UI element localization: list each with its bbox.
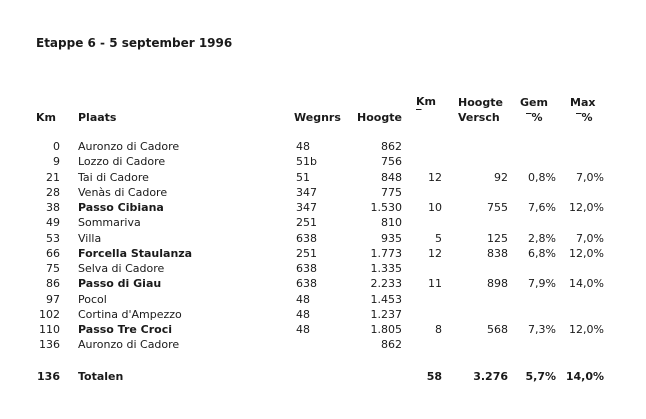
row-hoogte-versch: 568 <box>487 323 508 336</box>
row-plaats: Venàs di Cadore <box>78 186 168 199</box>
row-gem: 6,8% <box>528 247 556 260</box>
row-hoogte: 775 <box>381 186 402 199</box>
header-max-bottom: ‾% <box>576 111 593 124</box>
header-gem-bottom: ‾% <box>526 111 543 124</box>
row-segment-km: 12 <box>428 171 442 184</box>
row-plaats: Passo Tre Croci <box>78 323 173 336</box>
row-km: 86 <box>46 277 60 290</box>
row-max: 12,0% <box>569 247 604 260</box>
row-gem: 7,3% <box>528 323 556 336</box>
row-hoogte: 810 <box>381 216 402 229</box>
row-km: 97 <box>46 293 60 306</box>
row-gem: 7,6% <box>528 201 556 214</box>
totals-hoogte-versch: 3.276 <box>473 370 508 383</box>
row-segment-km: 12 <box>428 247 442 260</box>
header-km: Km <box>36 111 56 124</box>
row-hoogte-versch: 92 <box>494 171 508 184</box>
totals-km: 136 <box>37 370 60 383</box>
row-plaats: Auronzo di Cadore <box>78 338 180 351</box>
row-hoogte-versch: 125 <box>487 232 508 245</box>
row-wegnr: 638 <box>296 277 317 290</box>
row-gem: 0,8% <box>528 171 556 184</box>
row-plaats: Cortina d'Ampezzo <box>78 308 182 321</box>
row-hoogte-versch: 755 <box>487 201 508 214</box>
row-hoogte: 935 <box>381 232 402 245</box>
header-plaats: Plaats <box>78 111 117 124</box>
row-km: 136 <box>39 338 60 351</box>
header-km-segment-mark: ‾ <box>416 107 422 120</box>
row-km: 38 <box>46 201 60 214</box>
row-km: 66 <box>46 247 60 260</box>
row-segment-km: 10 <box>428 201 442 214</box>
row-plaats: Tai di Cadore <box>78 171 149 184</box>
row-wegnr: 48 <box>296 308 310 321</box>
row-wegnr: 51b <box>296 155 317 168</box>
row-gem: 7,9% <box>528 277 556 290</box>
header-gem <box>520 95 548 125</box>
row-hoogte-versch: 898 <box>487 277 508 290</box>
row-km: 75 <box>46 262 60 275</box>
header-versch-bottom: Versch <box>458 111 500 124</box>
row-max: 12,0% <box>569 201 604 214</box>
row-wegnr: 48 <box>296 293 310 306</box>
row-wegnr: 347 <box>296 186 317 199</box>
header-gem-top: Gem <box>520 96 548 109</box>
totals-segment-km: 58 <box>426 370 442 383</box>
row-plaats: Lozzo di Cadore <box>78 155 166 168</box>
row-max: 12,0% <box>569 323 604 336</box>
header-max <box>570 95 595 125</box>
row-hoogte: 1.530 <box>370 201 402 214</box>
header-km-segment <box>416 94 436 119</box>
row-km: 110 <box>39 323 60 336</box>
row-hoogte: 862 <box>381 140 402 153</box>
row-hoogte: 848 <box>381 171 402 184</box>
row-hoogte: 1.335 <box>370 262 402 275</box>
row-km: 9 <box>53 155 60 168</box>
row-wegnr: 638 <box>296 232 317 245</box>
etappe-title: Etappe 6 - 5 september 1996 <box>36 36 233 50</box>
row-plaats: Forcella Staulanza <box>78 247 193 260</box>
row-max: 7,0% <box>576 232 604 245</box>
row-plaats: Passo di Giau <box>78 277 162 290</box>
row-max: 7,0% <box>576 171 604 184</box>
row-plaats: Pocol <box>78 293 107 306</box>
row-hoogte: 1.773 <box>370 247 402 260</box>
row-plaats: Sommariva <box>78 216 141 229</box>
header-hoogte: Hoogte <box>357 111 402 124</box>
row-wegnr: 251 <box>296 216 317 229</box>
header-versch-top: Hoogte <box>458 96 503 109</box>
row-wegnr: 347 <box>296 201 317 214</box>
header-max-top: Max <box>570 96 596 109</box>
totals-max: 14,0% <box>565 370 604 383</box>
row-segment-km: 8 <box>435 323 442 336</box>
row-plaats: Auronzo di Cadore <box>78 140 180 153</box>
row-hoogte-versch: 838 <box>487 247 508 260</box>
row-hoogte: 1.805 <box>370 323 402 336</box>
row-hoogte: 2.233 <box>370 277 402 290</box>
row-hoogte: 1.237 <box>370 308 402 321</box>
row-max: 14,0% <box>569 277 604 290</box>
header-km-segment-label: Km <box>416 95 436 108</box>
row-segment-km: 5 <box>435 232 442 245</box>
row-km: 28 <box>46 186 60 199</box>
row-plaats: Passo Cibiana <box>78 201 164 214</box>
row-km: 49 <box>46 216 60 229</box>
row-hoogte: 756 <box>381 155 402 168</box>
row-km: 102 <box>39 308 60 321</box>
row-km: 53 <box>46 232 60 245</box>
row-segment-km: 11 <box>428 277 442 290</box>
row-plaats: Selva di Cadore <box>78 262 165 275</box>
row-hoogte: 1.453 <box>370 293 402 306</box>
totals-label: Totalen <box>78 370 124 383</box>
totals-gem: 5,7% <box>525 370 556 383</box>
row-wegnr: 251 <box>296 247 317 260</box>
row-wegnr: 48 <box>296 140 310 153</box>
row-wegnr: 51 <box>296 171 310 184</box>
row-gem: 2,8% <box>528 232 556 245</box>
row-hoogte: 862 <box>381 338 402 351</box>
row-km: 21 <box>46 171 60 184</box>
header-hoogte-versch <box>458 95 503 125</box>
row-km: 0 <box>53 140 60 153</box>
row-wegnr: 638 <box>296 262 317 275</box>
row-wegnr: 48 <box>296 323 310 336</box>
row-plaats: Villa <box>78 232 102 245</box>
header-wegnrs: Wegnrs <box>294 111 341 124</box>
